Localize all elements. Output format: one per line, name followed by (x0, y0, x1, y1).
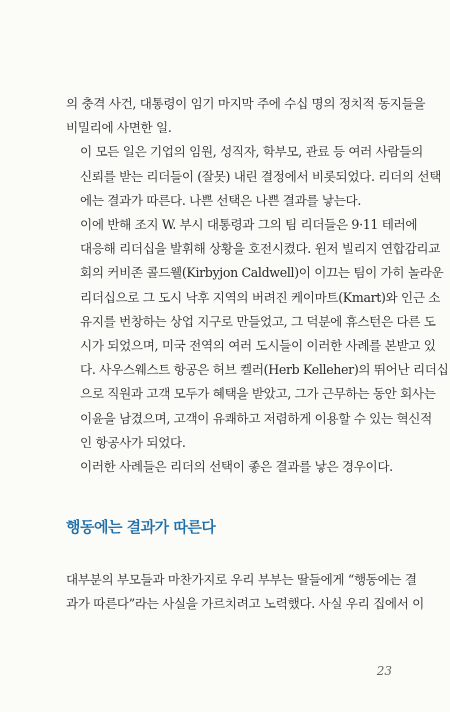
text-line: 이에 반해 조지 W. 부시 대통령과 그의 팀 리더들은 9·11 테러에 (80, 217, 418, 233)
text-line: 비밀리에 사면한 일. (66, 120, 172, 136)
paragraph (66, 140, 442, 213)
text-line: 과가 따른다”라는 사실을 가르치려고 노력했다. 사실 우리 집에서 이 (66, 596, 424, 612)
paragraph (66, 568, 424, 616)
text-line: 회의 커비존 콜드웰(Kirbyjon Caldwell)이 이끄는 팀이 가히 놀라운 (80, 265, 444, 281)
text-line: 의 충격 사건, 대통령이 임기 마지막 주에 수십 명의 정치적 동지들을 (66, 96, 426, 111)
text-line: 이윤을 남겼으며, 고객이 유쾌하고 저렴하게 이용할 수 있는 혁신적 (80, 410, 432, 426)
text-line: 대응해 리더십을 발휘해 상황을 호전시켰다. 윈저 빌리지 연합감리교 (80, 241, 441, 257)
text-line: 에는 결과가 따른다. 나쁜 선택은 나쁜 결과를 낳는다. (80, 192, 362, 208)
text-line: 이러한 사례들은 리더의 선택이 좋은 결과를 낳은 경우이다. (80, 459, 393, 475)
text-line: 시가 되었으며, 미국 전역의 여러 도시들이 이러한 사례를 본받고 있 (80, 338, 436, 354)
text-line: 리더십으로 그 도시 낙후 지역의 버려진 케이마트(Kmart)와 인근 소 (80, 289, 441, 305)
paragraph (66, 213, 449, 455)
page-number: 23 (376, 664, 392, 678)
section-heading: 행동에는 결과가 따른다 (66, 518, 216, 536)
text-line: 으로 직원과 고객 모두가 혜택을 받았고, 그가 근무하는 동안 회사는 (80, 386, 436, 402)
body-text-top (66, 92, 449, 479)
paragraph (66, 92, 426, 140)
paragraph (66, 455, 392, 479)
text-line: 다. 사우스웨스트 항공은 허브 켈러(Herb Kelleher)의 뛰어난 리더십 (80, 362, 449, 378)
text-line: 인 항공사가 되었다. (80, 434, 186, 450)
text-line: 유지를 번창하는 상업 지구로 만들었고, 그 덕분에 휴스턴은 다른 도 (80, 313, 436, 329)
text-line: 이 모든 일은 기업의 임원, 성직자, 학부모, 관료 등 여러 사람들의 (80, 144, 423, 160)
text-line: 신뢰를 받는 리더들이 (잘못) 내린 결정에서 비롯되었다. 리더의 선택 (80, 168, 442, 184)
body-text-bottom (66, 568, 424, 616)
text-line: 대부분의 부모들과 마찬가지로 우리 부부는 딸들에게 “행동에는 결 (66, 572, 417, 587)
